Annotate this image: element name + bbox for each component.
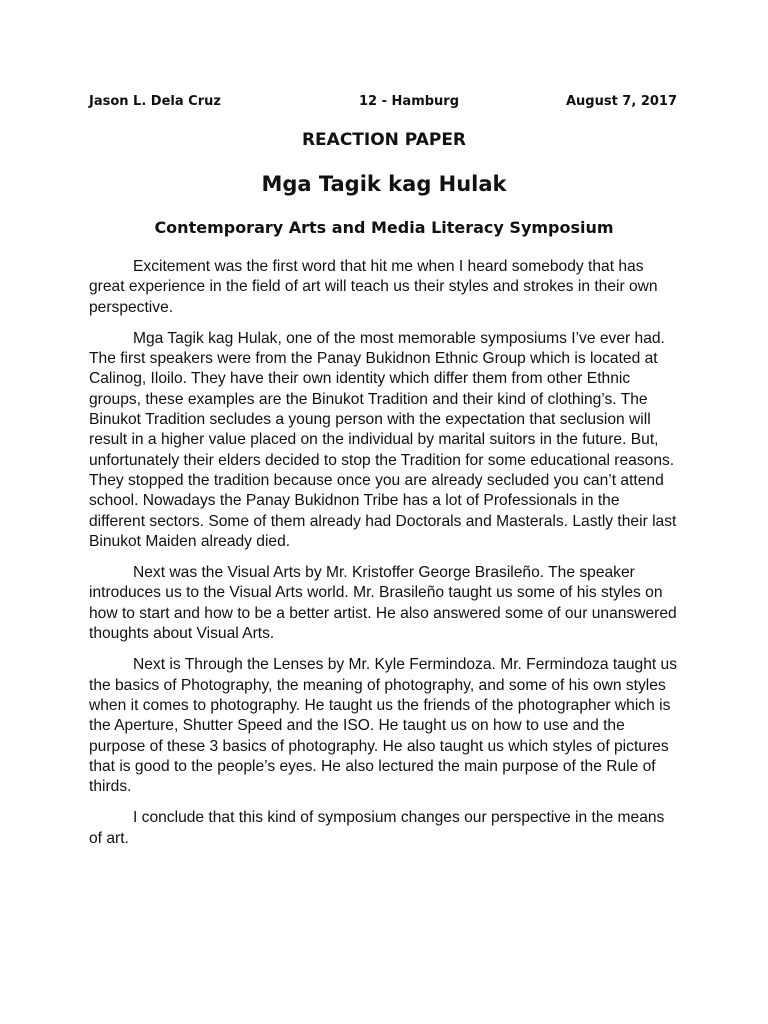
document-header (89, 94, 677, 114)
paragraph-2: Mga Tagik kag Hulak, one of the most memorable symposiums I’ve ever had. The first speakers were from the Panay Bukidnon Ethnic Group which is located at Calinog, Iloilo. They have their own identity which differ them from other Ethnic groups, these examples are the Binukot Tradition and their kind of clothing’s. The Binukot Tradition secludes a young person with the expectation that seclusion will result in a higher value placed on the individual by marital suitors in the future. But, unfortunately their elders decided to stop the Tradition for some educational reasons. They stopped the tradition because once you are already secluded you can’t attend school. Nowadays the Panay Bukidnon Tribe has a lot of Professionals in the different sectors. Some of them already had Doctorals and Masterals. Lastly their last Binukot Maiden already died. (89, 329, 677, 550)
document-date: August 7, 2017 (565, 94, 677, 109)
author-name: Jason L. Dela Cruz (89, 94, 221, 109)
document-subtitle: Contemporary Arts and Media Literacy Symposium (154, 218, 614, 237)
class-section: 12 - Hamburg (359, 94, 460, 109)
paragraph-4: Next is Through the Lenses by Mr. Kyle Fermindoza. Mr. Fermindoza taught us the basics of Photography, the meaning of photography, and some of his own styles when it comes to photography. He taught us the friends of the photographer which is the Aperture, Shutter Speed and the ISO. He taught us on how to use and the purpose of these 3 basics of photography. He also taught us which styles of pictures that is good to the people’s eyes. He also lectured the main purpose of the Rule of thirds. (89, 656, 678, 796)
paragraph-5: I conclude that this kind of symposium changes our perspective in the means of art. (89, 809, 665, 847)
document-title: Mga Tagik kag Hulak (261, 172, 507, 196)
paragraph-3: Next was the Visual Arts by Mr. Kristoffer George Brasileño. The speaker introduces us to the Visual Arts world. Mr. Brasileño taught us some of his styles on how to start and how to be a better artist. He also answered some of our unanswered thoughts about Visual Arts. (89, 564, 677, 643)
document-type-heading: REACTION PAPER (301, 130, 467, 150)
paragraph-1: Excitement was the first word that hit me when I heard somebody that has great experience in the field of art will teach us their styles and strokes in their own perspective. (89, 258, 658, 316)
document-body (89, 257, 679, 860)
